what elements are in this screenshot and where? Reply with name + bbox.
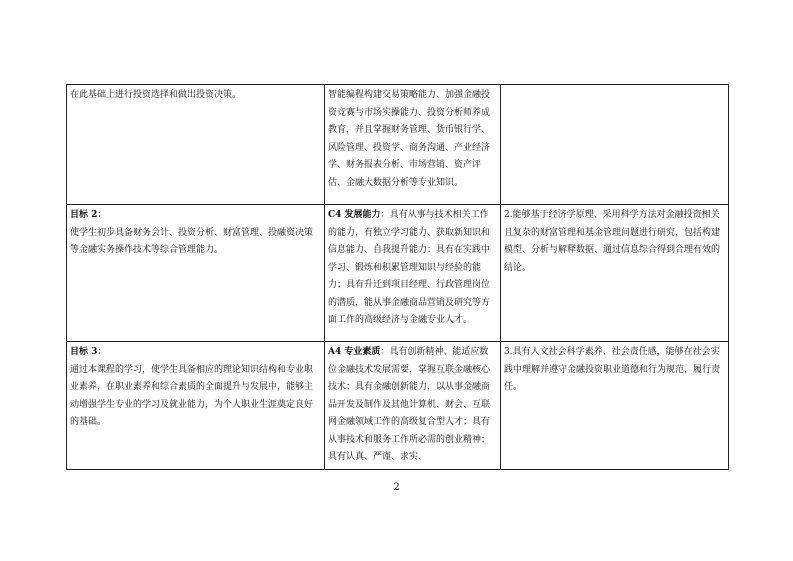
goal-title: 目标 3： — [70, 347, 107, 357]
table-row — [67, 85, 729, 205]
capability-title: A4 专业素质 — [328, 347, 381, 357]
goal-cell — [67, 85, 325, 205]
goal-text: 使学生初步具备财务会计、投资分析、财富管理、投融资决策等金融实务操作技术等综合管理能力。 — [70, 227, 314, 255]
table-row — [67, 342, 729, 470]
requirement-text: 2.能够基于经济学原理、采用科学方法对金融投资相关且复杂的财富管理和基金管理问题进行研究，包括构建模型、分析与解释数据、通过信息综合得到合理有效的结论。 — [504, 210, 721, 273]
capability-text: ：具有创新精神、能适应数位金融技术发展需要，掌握互联金融核心技术；具有金融创新能力，以从事金融商品开发及制作及其他计算机、财会、互联网金融领域工作的高级复合型人才；具有从事技术和服务工作所必需的创业精神；具有认真、严谨、求实、 — [328, 347, 491, 462]
capability-text: 智能编程构建交易策略能力、加强金融投资竞赛与市场实操能力、投资分析师养成教育，并且掌握财务管理、货币银行学、风险管理、投资学、商务沟通、产业经济学、财务报表分析、市场营销、资产评估、金融大数据分析等专业知识。 — [328, 90, 491, 188]
capability-cell — [325, 85, 501, 205]
objectives-table — [66, 84, 729, 470]
goal-cell — [67, 205, 325, 342]
requirement-text: 3.具有人文社会科学素养、社会责任感，能够在社会实践中理解并遵守金融投资职业道德和行为规范，履行责任。 — [504, 347, 721, 392]
table-row — [67, 205, 729, 342]
page-number: 2 — [393, 482, 400, 493]
goal-cell — [67, 342, 325, 470]
capability-title: C4 发展能力 — [328, 210, 381, 220]
goal-text: 通过本课程的学习，使学生具备相应的理论知识结构和专业职业素养，在职业素养和综合素质的全面提升与发展中，能够主动增强学生专业的学习及就业能力，为个人职业生涯奠定良好的基础。 — [70, 364, 314, 427]
goal-text: 在此基础上进行投资选择和做出投资决策。 — [70, 90, 242, 100]
requirement-cell — [501, 342, 729, 470]
requirement-cell — [501, 85, 729, 205]
capability-cell — [325, 342, 501, 470]
goal-title: 目标 2： — [70, 210, 107, 220]
requirement-cell — [501, 205, 729, 342]
capability-cell — [325, 205, 501, 342]
capability-text: ：具有从事与技术相关工作的能力，有独立学习能力、获取新知识和信息能力、自我提升能力；具有在实践中学习、锻炼和积累管理知识与经验的能力；具有升迁到项目经理、行政管理岗位的潜质，能从事金融商品营销及研究等方面工作的高级经济与金融专业人才。 — [328, 210, 491, 325]
